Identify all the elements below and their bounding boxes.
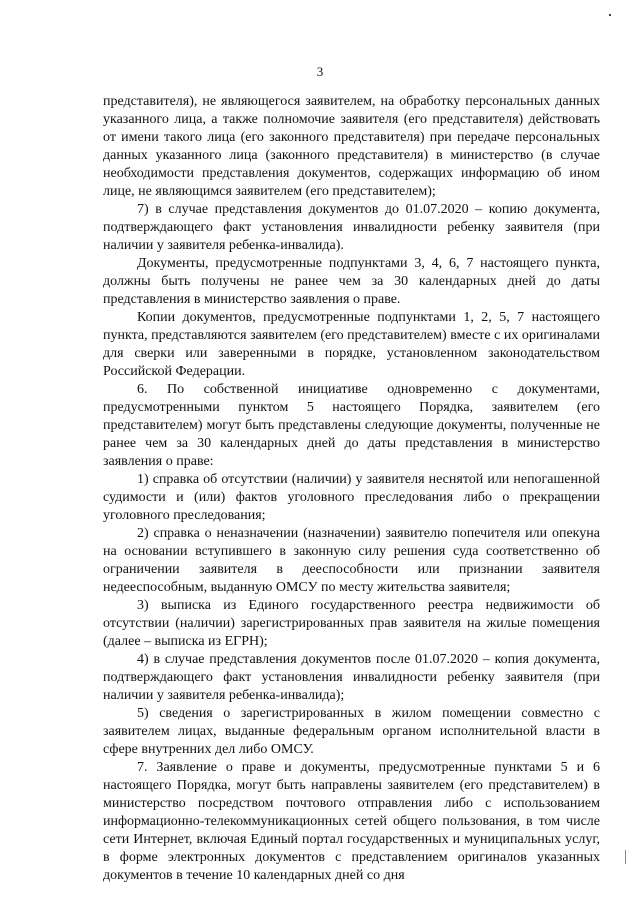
paragraph-clause-6: 6. По собственной инициативе одновременно с документами, предусмотренными пунктом 5 настоящего Порядка, заявителем (его представителем) могут быть представлены следующие документы, полученные не ранее чем за 30 календарных дней до даты представления в министерство заявления о праве: <box>103 382 600 469</box>
subitem-3: 3) выписка из Единого государственного реестра недвижимости об отсутствии (наличии) зарегистрированных прав заявителя на жилые помещения (далее – выписка из ЕГРН); <box>103 598 600 649</box>
subitem-4: 4) в случае представления документов после 01.07.2020 – копия документа, подтверждающего факт установления инвалидности ребенку заявителя (при наличии у заявителя ребенка-инвалида); <box>103 652 600 703</box>
document-body <box>103 93 600 885</box>
scan-mark-right <box>625 850 626 864</box>
subitem-2: 2) справка о неназначении (назначении) заявителю попечителя или опекуна на основании вступившего в законную силу решения суда соответственно об ограничении заявителя в дееспособности или признании заявителя недееспособным, выданную ОМСУ по месту жительства заявителя; <box>103 526 600 595</box>
paragraph-clause-7: 7. Заявление о праве и документы, предусмотренные пунктами 5 и 6 настоящего Порядка, могут быть направлены заявителем (его представителем) в министерство посредством почтового отправления либо с использованием информационно-телекоммуникационных сетей общего пользования, в том числе сети Интернет, включая Единый портал государственных и муниципальных услуг, в форме электронных документов с представлением оригиналов указанных документов в течение 10 календарных дней со дня <box>103 760 600 883</box>
paragraph-item-7: 7) в случае представления документов до 01.07.2020 – копию документа, подтверждающего факт установления инвалидности ребенку заявителя (при наличии у заявителя ребенка-инвалида). <box>103 202 600 253</box>
subitem-1: 1) справка об отсутствии (наличии) у заявителя неснятой или непогашенной судимости и (или) фактов уголовного преследования либо о прекращении уголовного преследования; <box>103 472 600 523</box>
paragraph-documents-deadline: Документы, предусмотренные подпунктами 3, 4, 6, 7 настоящего пункта, должны быть получены не ранее чем за 30 календарных дней до даты представления в министерство заявления о праве. <box>103 256 600 307</box>
scan-mark-top <box>609 14 611 16</box>
paragraph-continuation: представителя), не являющегося заявителем, на обработку персональных данных указанного лица, а также полномочие заявителя (его представителя) действовать от имени такого лица (его законного представителя) при передаче персональных данных указанного лица (законного представителя) в министерство (в случае необходимости представления документов, содержащих информацию об ином лице, не являющимся заявителем (его представителем); <box>103 94 600 199</box>
paragraph-copies: Копии документов, предусмотренные подпунктами 1, 2, 5, 7 настоящего пункта, представляются заявителем (его представителем) вместе с их оригиналами для сверки или заверенными в порядке, установленном законодательством Российской Федерации. <box>103 310 600 379</box>
page-number: 3 <box>316 64 324 79</box>
subitem-5: 5) сведения о зарегистрированных в жилом помещении совместно с заявителем лицах, выданные федеральным органом исполнительной власти в сфере внутренних дел либо ОМСУ. <box>103 706 600 757</box>
